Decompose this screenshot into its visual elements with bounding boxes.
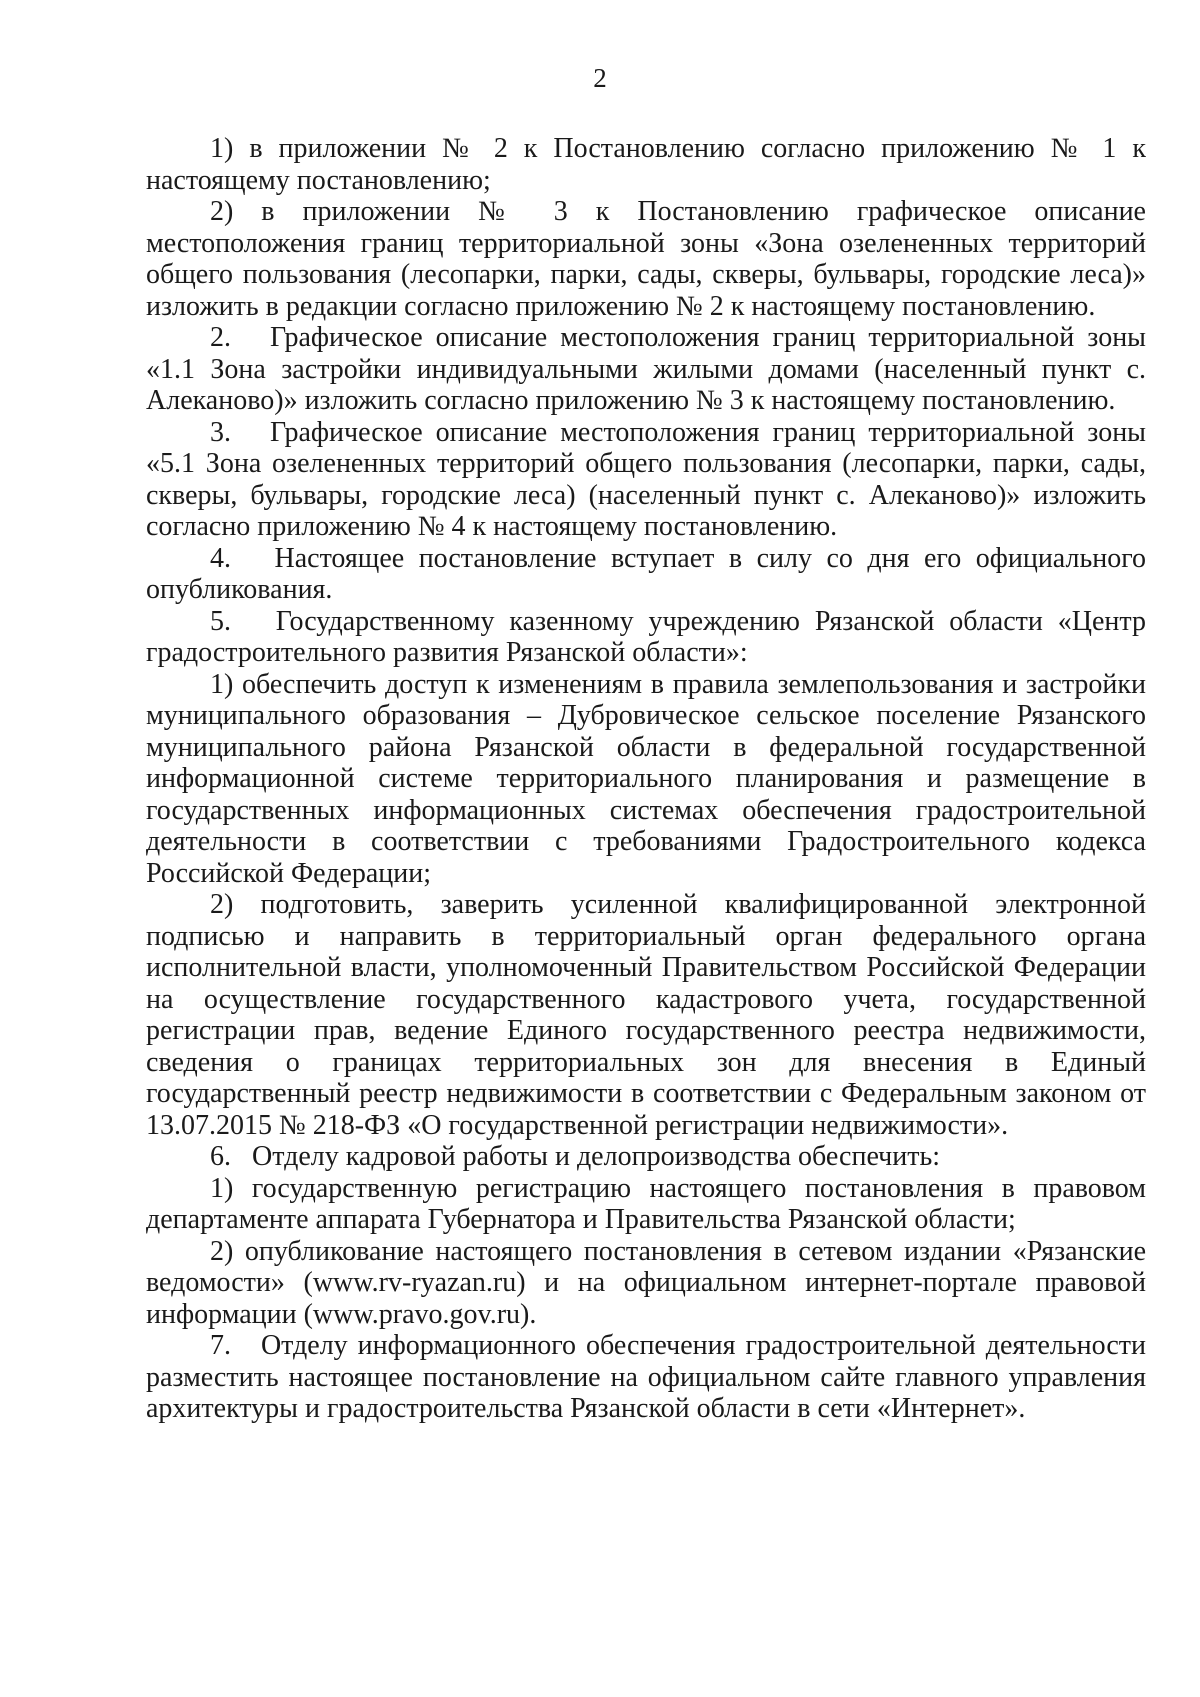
clause-7-information-department: 7. Отделу информационного обеспечения градостроительной деятельности разместить настоящее постановление на официальном сайте главного управления архитектуры и градостроительства Рязанской области в сети «Интернет». [146,1330,1146,1424]
document-body [146,133,1146,1425]
clause-6-hr-department: 6. Отделу кадровой работы и делопроизводства обеспечить: [210,1141,941,1172]
clause-6-item-2-publication: 2) опубликование настоящего постановления в сетевом издании «Рязанские ведомости» (www.rv-ryazan.ru) и на официальном интернет-портале правовой информации (www.pravo.gov.ru). [146,1235,1146,1330]
clause-2-zone-1-1: 2. Графическое описание местоположения границ территориальной зоны «1.1 Зона застройки индивидуальными жилыми домами (населенный пункт с. Алеканово)» изложить согласно приложению № 3 к настоящему постановлению. [146,322,1146,416]
clause-4-effective-date: 4. Настоящее постановление вступает в силу со дня его официального опубликования. [146,542,1146,605]
clause-5-item-1-access: 1) обеспечить доступ к изменениям в правила землепользования и застройки муниципального образования – Дубровическое сельское поселение Рязанского муниципального района Рязанской области в федеральной государственной информационной системе территориального планирования и размещение в государственных информационных системах обеспечения градостроительной деятельности в соответствии с требованиями Градостроительного кодекса Российской Федерации; [146,668,1146,889]
clause-5-center-urban-development: 5. Государственному казенному учреждению Рязанской области «Центр градостроительного развития Рязанской области»: [146,605,1146,668]
item-1-1-annex-2: 1) в приложении № 2 к Постановлению согласно приложению № 1 к настоящему постановлению; [146,133,1146,196]
clause-3-zone-5-1: 3. Графическое описание местоположения границ территориальной зоны «5.1 Зона озелененных территорий общего пользования (лесопарки, парки, сады, скверы, бульвары, городские леса) (населенный пункт с. Алеканово)» изложить согласно приложению № 4 к настоящему постановлению. [146,416,1146,542]
page-number: 2 [593,63,607,93]
clause-6-item-1-registration: 1) государственную регистрацию настоящего постановления в правовом департаменте аппарата Губернатора и Правительства Рязанской области; [146,1172,1146,1235]
clause-5-item-2-registry: 2) подготовить, заверить усиленной квалифицированной электронной подписью и направить в территориальный орган федерального органа исполнительной власти, уполномоченный Правительством Российской Федерации на осуществление государственного кадастрового учета, государственной регистрации прав, ведение Единого государственного реестра недвижимости, сведения о границах территориальных зон для внесения в Единый государственный реестр недвижимости в соответствии с Федеральным законом от 13.07.2015 № 218-ФЗ «О государственной регистрации недвижимости». [146,889,1146,1141]
item-1-2-annex-3: 2) в приложении № 3 к Постановлению графическое описание местоположения границ территориальной зоны «Зона озелененных территорий общего пользования (лесопарки, парки, сады, скверы, бульвары, городские леса)» изложить в редакции согласно приложению № 2 к настоящему постановлению. [146,196,1146,322]
